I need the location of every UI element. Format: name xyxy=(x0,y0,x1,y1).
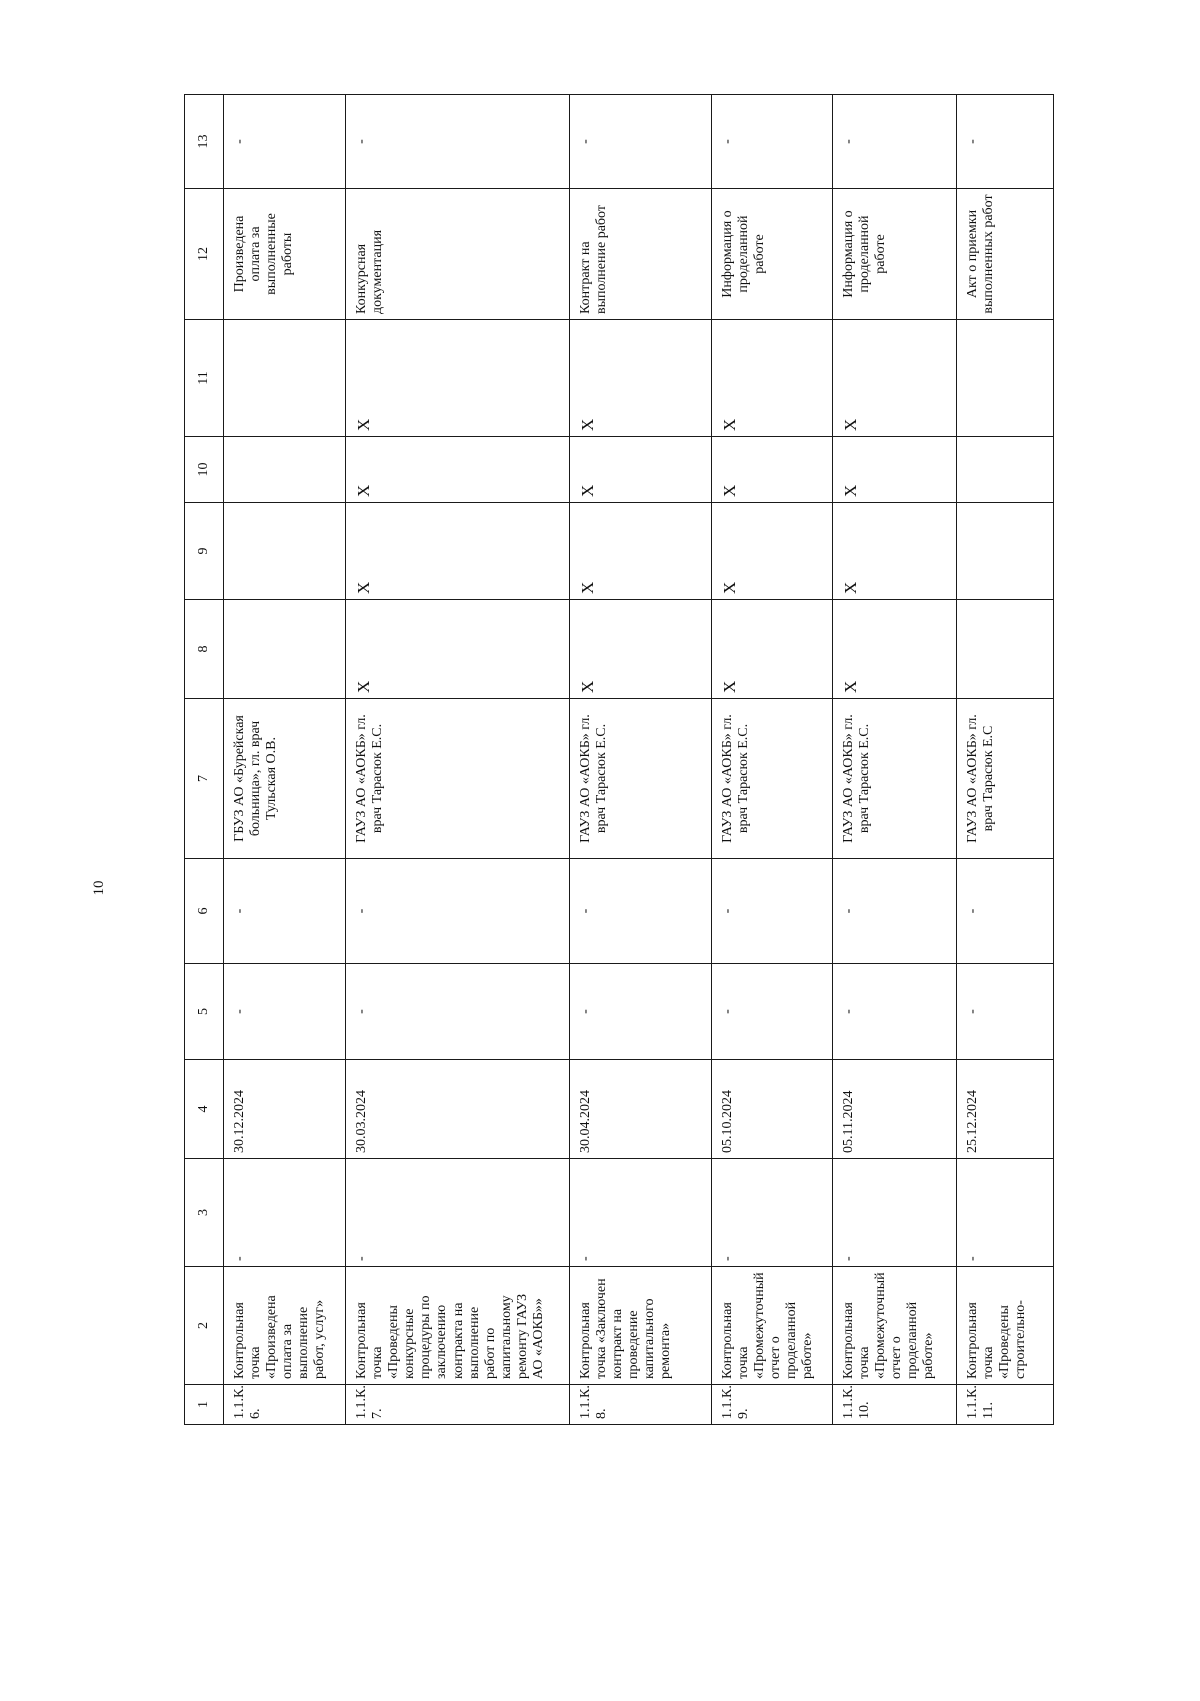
cell-col6: - xyxy=(570,859,712,964)
cell-event: Контрольная точка «Промежуточный отчет о проделанной работе» xyxy=(712,1267,833,1385)
rotated-table-container xyxy=(184,95,1114,1425)
cell-mark-9 xyxy=(224,503,346,600)
cell-col13: - xyxy=(833,95,957,189)
cell-start: - xyxy=(957,1159,1054,1267)
cell-mark-8 xyxy=(224,600,346,699)
cell-date: 25.12.2024 xyxy=(957,1060,1054,1159)
cell-date: 30.03.2024 xyxy=(346,1060,570,1159)
cell-col6: - xyxy=(224,859,346,964)
cell-mark-9: X xyxy=(346,503,570,600)
cell-start: - xyxy=(833,1159,957,1267)
cell-responsible: ГАУЗ АО «АОКБ» гл. врач Тарасюк Е.С. xyxy=(570,699,712,859)
cell-col13: - xyxy=(346,95,570,189)
table-row xyxy=(346,95,570,1425)
col-header-10: 10 xyxy=(185,437,224,503)
cell-result: Акт о приемки выполненных работ xyxy=(957,189,1054,320)
cell-responsible: ГАУЗ АО «АОКБ» гл. врач Тарасюк Е.С xyxy=(957,699,1054,859)
table-row xyxy=(570,95,712,1425)
cell-date: 05.11.2024 xyxy=(833,1060,957,1159)
cell-col5: - xyxy=(346,964,570,1060)
col-header-12: 12 xyxy=(185,189,224,320)
col-header-2: 2 xyxy=(185,1267,224,1385)
cell-start: - xyxy=(346,1159,570,1267)
cell-date: 30.04.2024 xyxy=(570,1060,712,1159)
cell-result: Контракт на выполнение работ xyxy=(570,189,712,320)
cell-number: 1.1.К. 7. xyxy=(346,1385,570,1425)
cell-col6: - xyxy=(957,859,1054,964)
col-header-13: 13 xyxy=(185,95,224,189)
cell-start: - xyxy=(712,1159,833,1267)
cell-mark-10: X xyxy=(712,437,833,503)
cell-col6: - xyxy=(346,859,570,964)
table-row xyxy=(957,95,1054,1425)
cell-col13: - xyxy=(712,95,833,189)
col-header-1: 1 xyxy=(185,1385,224,1425)
cell-col5: - xyxy=(833,964,957,1060)
cell-start: - xyxy=(224,1159,346,1267)
cell-mark-9: X xyxy=(712,503,833,600)
cell-date: 05.10.2024 xyxy=(712,1060,833,1159)
col-header-3: 3 xyxy=(185,1159,224,1267)
cell-mark-10: X xyxy=(570,437,712,503)
cell-mark-9 xyxy=(957,503,1054,600)
cell-result: Информация о проделанной работе xyxy=(712,189,833,320)
cell-col5: - xyxy=(712,964,833,1060)
cell-number: 1.1.К. 11. xyxy=(957,1385,1054,1425)
header-row xyxy=(185,95,224,1425)
col-header-7: 7 xyxy=(185,699,224,859)
cell-col13: - xyxy=(224,95,346,189)
cell-mark-10: X xyxy=(346,437,570,503)
cell-mark-8 xyxy=(957,600,1054,699)
cell-date: 30.12.2024 xyxy=(224,1060,346,1159)
cell-responsible: ГАУЗ АО «АОКБ» гл. врач Тарасюк Е.С. xyxy=(833,699,957,859)
cell-event: Контрольная точка «Проведены строительно- xyxy=(957,1267,1054,1385)
col-header-8: 8 xyxy=(185,600,224,699)
cell-mark-11: X xyxy=(712,320,833,437)
cell-result: Конкурсная документация xyxy=(346,189,570,320)
cell-responsible: ГБУЗ АО «Бурейская больница», гл. врач Тульская О.В. xyxy=(224,699,346,859)
col-header-9: 9 xyxy=(185,503,224,600)
cell-mark-10 xyxy=(957,437,1054,503)
cell-mark-10: X xyxy=(833,437,957,503)
cell-col13: - xyxy=(570,95,712,189)
cell-event: Контрольная точка «Проведены конкурсные процедуры по заключению контракта на выполнение работ по капитальному ремонту ГАУЗ АО «АОКБ»» xyxy=(346,1267,570,1385)
table-row xyxy=(224,95,346,1425)
page-number: 10 xyxy=(91,880,107,896)
cell-mark-8: X xyxy=(346,600,570,699)
cell-result: Произведена оплата за выполненные работы xyxy=(224,189,346,320)
cell-mark-11: X xyxy=(570,320,712,437)
cell-event: Контрольная точка «Промежуточный отчет о проделанной работе» xyxy=(833,1267,957,1385)
cell-mark-11: X xyxy=(833,320,957,437)
col-header-4: 4 xyxy=(185,1060,224,1159)
cell-number: 1.1.К. 6. xyxy=(224,1385,346,1425)
col-header-6: 6 xyxy=(185,859,224,964)
col-header-5: 5 xyxy=(185,964,224,1060)
cell-mark-11 xyxy=(224,320,346,437)
cell-col5: - xyxy=(224,964,346,1060)
cell-col5: - xyxy=(957,964,1054,1060)
cell-col13: - xyxy=(957,95,1054,189)
col-header-11: 11 xyxy=(185,320,224,437)
cell-mark-11 xyxy=(957,320,1054,437)
cell-col5: - xyxy=(570,964,712,1060)
cell-mark-11: X xyxy=(346,320,570,437)
cell-mark-8: X xyxy=(712,600,833,699)
cell-col6: - xyxy=(833,859,957,964)
cell-event: Контрольная точка «Заключен контракт на проведение капитального ремонта» xyxy=(570,1267,712,1385)
cell-number: 1.1.К. 9. xyxy=(712,1385,833,1425)
cell-event: Контрольная точка «Произведена оплата за выполнение работ, услуг» xyxy=(224,1267,346,1385)
cell-start: - xyxy=(570,1159,712,1267)
cell-mark-9: X xyxy=(833,503,957,600)
cell-responsible: ГАУЗ АО «АОКБ» гл. врач Тарасюк Е.С. xyxy=(712,699,833,859)
table-row xyxy=(833,95,957,1425)
cell-responsible: ГАУЗ АО «АОКБ» гл. врач Тарасюк Е.С. xyxy=(346,699,570,859)
cell-col6: - xyxy=(712,859,833,964)
cell-mark-8: X xyxy=(833,600,957,699)
cell-mark-8: X xyxy=(570,600,712,699)
schedule-table xyxy=(184,94,1054,1425)
cell-result: Информация о проделанной работе xyxy=(833,189,957,320)
cell-number: 1.1.К. 10. xyxy=(833,1385,957,1425)
cell-mark-10 xyxy=(224,437,346,503)
cell-mark-9: X xyxy=(570,503,712,600)
cell-number: 1.1.К. 8. xyxy=(570,1385,712,1425)
table-row xyxy=(712,95,833,1425)
